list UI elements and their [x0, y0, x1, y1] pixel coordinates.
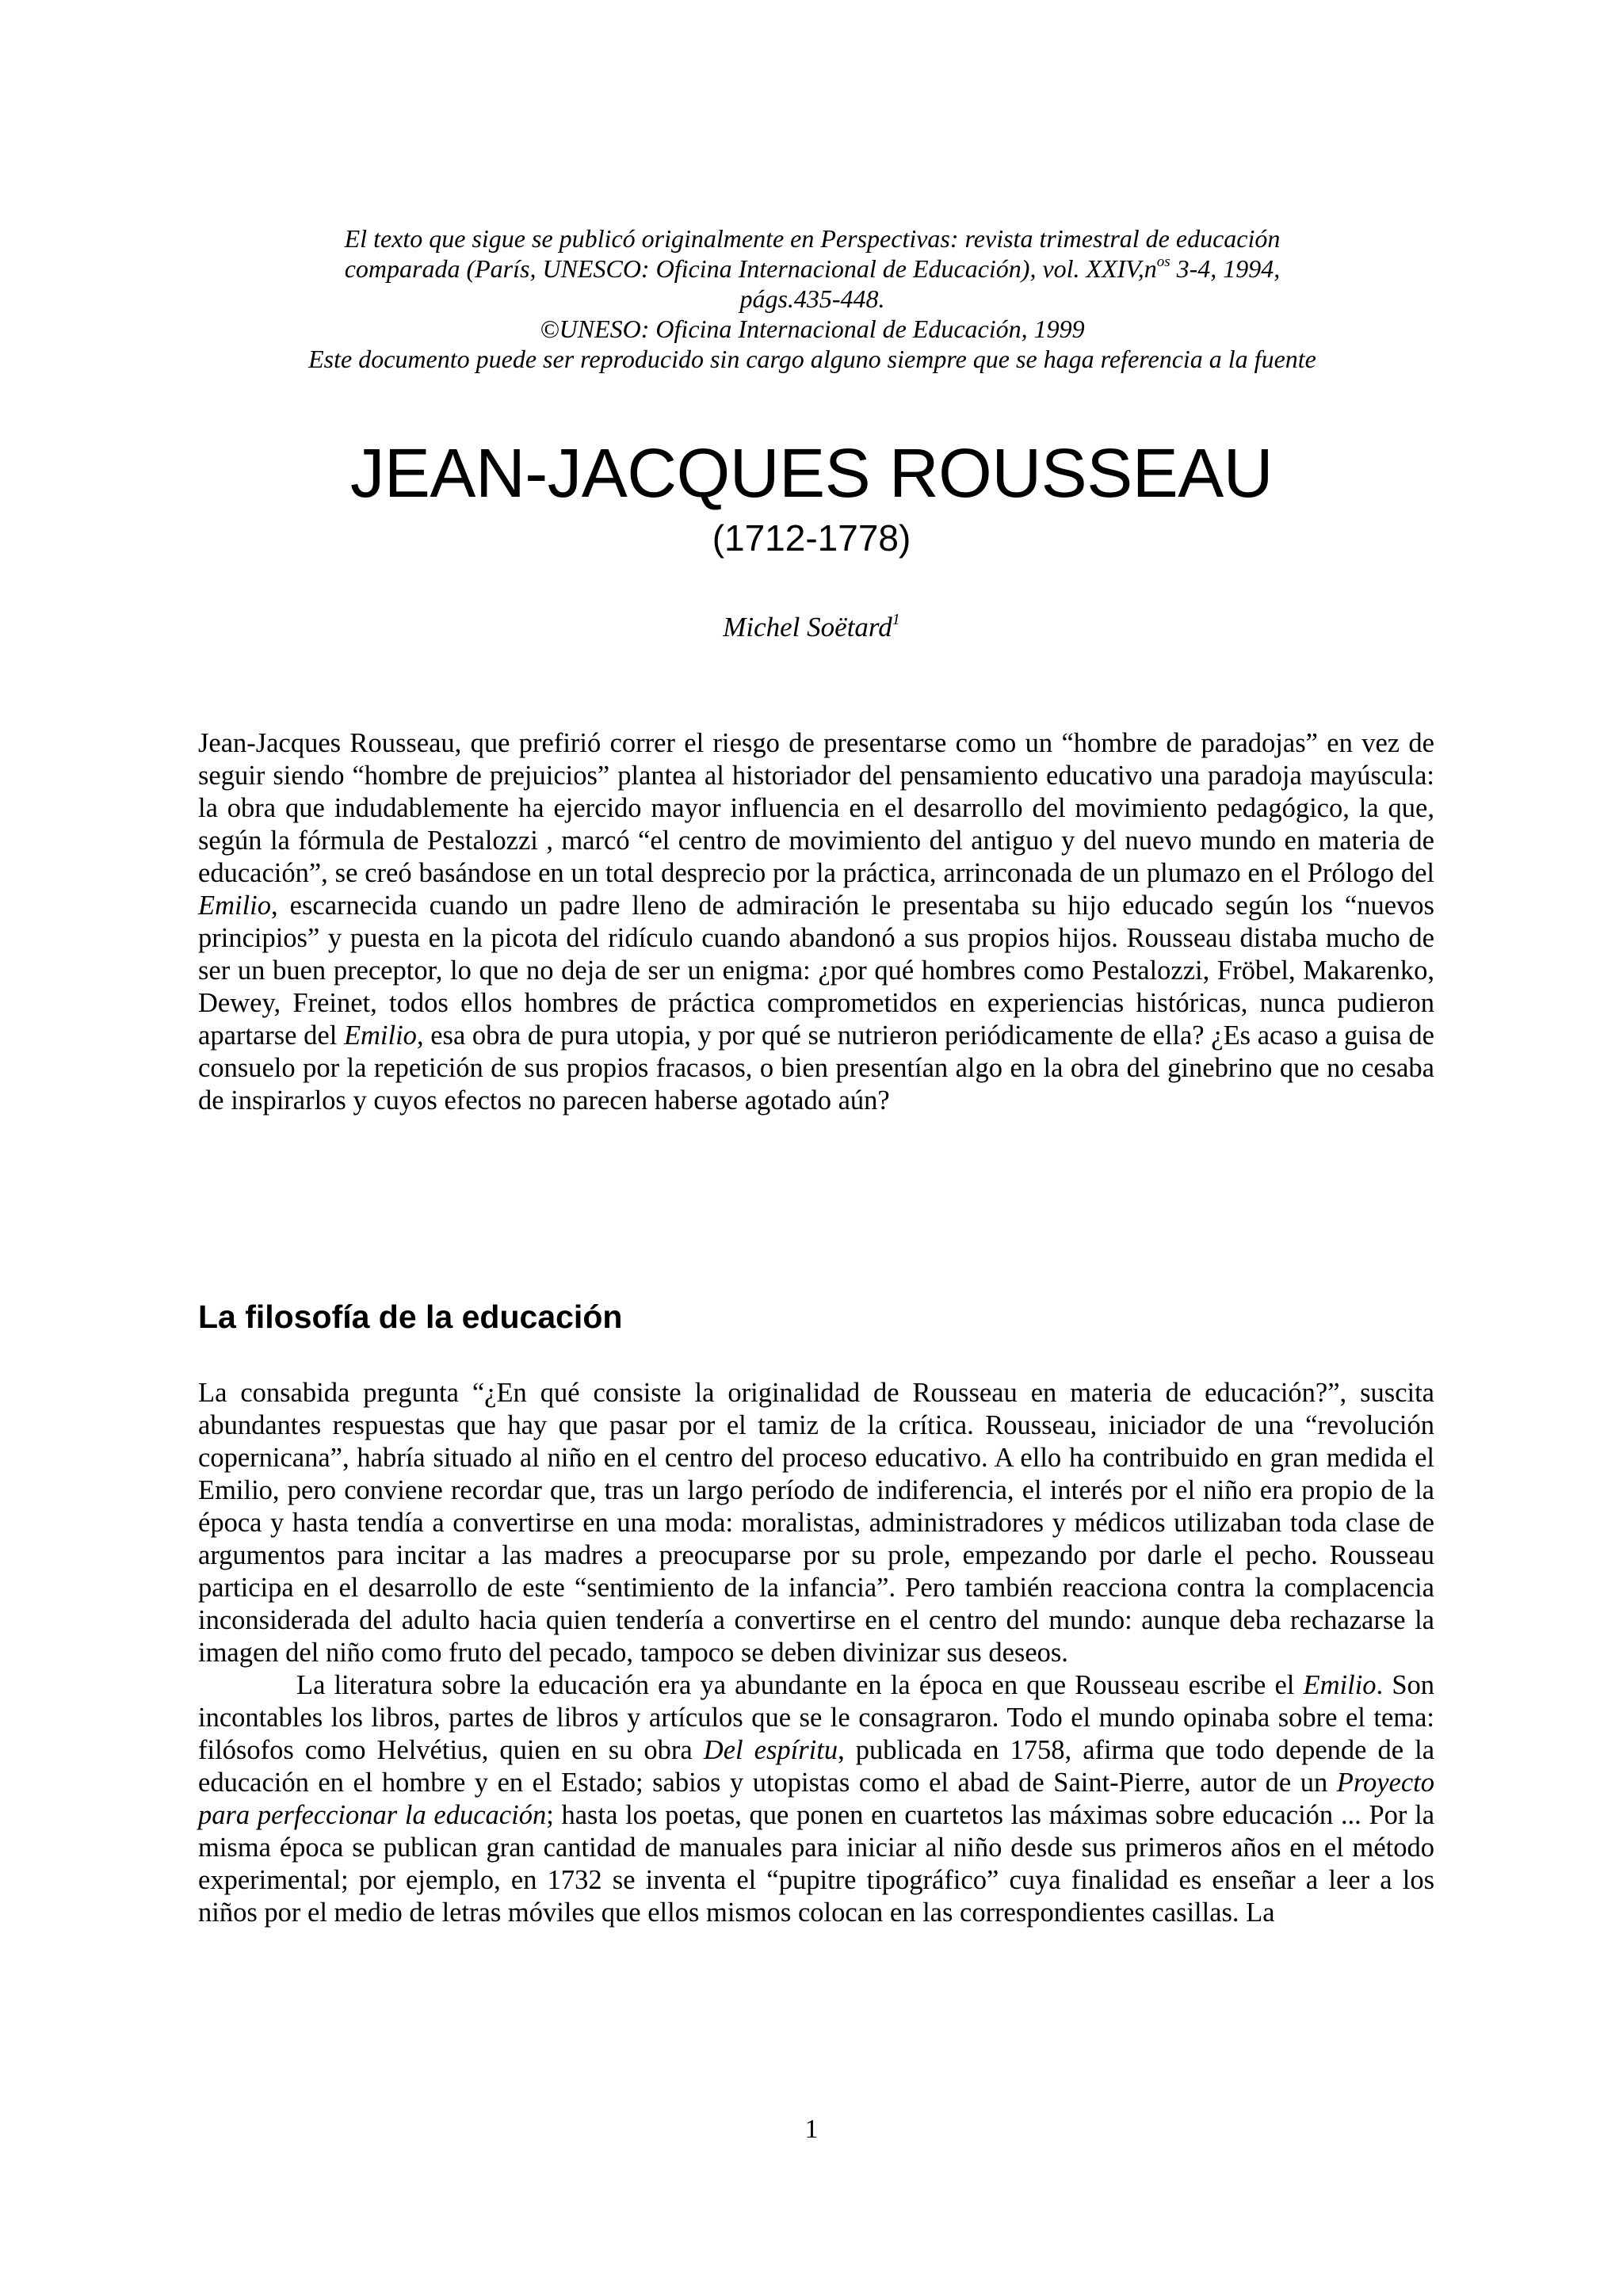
paragraph-text: . Son incontables los libros, partes de libros y artículos que se le consagraron. Todo el mundo opinaba sobre el tema: filósofos como Helvétius, quien en su obra	[198, 1670, 1435, 1765]
page-number: 1	[804, 2115, 819, 2144]
section-body	[198, 1377, 1434, 1929]
section-heading: La filosofía de la educación	[198, 1299, 623, 1335]
book-title: Emilio	[343, 1020, 417, 1051]
paragraph-text: La literatura sobre la educación era ya abundante en la época en que Rousseau escribe el	[296, 1670, 1304, 1700]
footnote-mark: 1	[892, 611, 900, 628]
paragraph-text: Jean-Jacques Rousseau, que prefirió correr el riesgo de presentarse como un “hombre de paradojas” en vez de seguir siendo “hombre de prejuicios” plantea al historiador del pensamiento educativo una paradoja mayúscula: la obra que indudablemente ha ejercido mayor influencia en el desarrollo del movimiento pedagógico, la que, según la fórmula de Pestalozzi , marcó “el centro de movimiento del antiguo y del nuevo mundo en materia de educación”, se creó basándose en un total desprecio por la práctica, arrinconada de un plumazo en el Prólogo del	[198, 728, 1434, 888]
copyright-line: ©UNESO: Oficina Internacional de Educación, 1999	[540, 315, 1085, 343]
notice-superscript: os	[1156, 254, 1170, 270]
book-title: Proyecto para perfeccionar la educación	[198, 1768, 1434, 1830]
section-paragraph: La consabida pregunta “¿En qué consiste la originalidad de Rousseau en materia de educación?”, suscita abundantes respuestas que hay que pasar por el tamiz de la crítica. Rousseau, iniciador de una “revolución copernicana”, habría situado al niño en el centro del proceso educativo. A ello ha contribuido en gran medida el Emilio, pero conviene recordar que, tras un largo período de indiferencia, el interés por el niño era propio de la época y hasta tendía a convertirse en una moda: moralistas, administradores y médicos utilizaban toda clase de argumentos para incitar a las madres a preocuparse por su prole, empezando por darle el pecho. Rousseau participa en el desarrollo de este “sentimiento de la infancia”. Pero también reacciona contra la complacencia inconsiderada del adulto hacia quien tendería a convertirse en el centro del mundo: aunque deba rechazarse la imagen del niño como fruto del pecado, tampoco se deben divinizar sus deseos.	[198, 1378, 1434, 1668]
life-dates: (1712-1778)	[712, 517, 911, 559]
notice-text: 3-4, 1994,	[1170, 254, 1281, 283]
book-title: Emilio	[1303, 1670, 1377, 1700]
section-paragraph	[198, 1669, 1434, 1929]
paragraph-text: ; hasta los poetas, que ponen en cuartetos las máximas sobre educación ... Por la misma época se publican gran cantidad de manuales para iniciar al niño desde sus primeros años en el método experimental; por ejemplo, en 1732 se inventa el “pupitre tipográfico” cuya finalidad es enseñar a leer a los niños por el medio de letras móviles que ellos mismos colocan en las correspondientes casillas. La	[198, 1800, 1435, 1928]
paragraph-text: , esa obra de pura utopia, y por qué se nutrieron periódicamente de ella? ¿Es acaso a guisa de consuelo por la repetición de sus propios fracasos, o bien presentían algo en la obra del ginebrino que no cesaba de inspirarlos y cuyos efectos no parecen haberse agotado aún?	[198, 1020, 1434, 1116]
notice-line: págs.435-448.	[739, 284, 885, 313]
publication-notice	[190, 223, 1434, 374]
notice-line: El texto que sigue se publicó originalmente en Perspectivas: revista trimestral de educación	[344, 224, 1281, 253]
notice-line	[190, 254, 1434, 284]
paragraph-text: , escarnecida cuando un padre lleno de admiración le presentaba su hijo educado según los “nuevos principios” y puesta en la picota del ridículo cuando abandonó a sus propios hijos. Rousseau distaba mucho de ser un buen preceptor, lo que no deja de ser un enigma: ¿por qué hombres como Pestalozzi, Fröbel, Makarenko, Dewey, Freinet, todos ellos hombres de práctica comprometidos en experiencias históricas, nunca pudieron apartarse del	[198, 891, 1434, 1051]
reproduction-line: Este documento puede ser reproducido sin cargo alguno siempre que se haga referencia a la fuente	[308, 345, 1316, 373]
document-title: JEAN-JACQUES ROUSSEAU	[349, 435, 1274, 512]
author-name: Michel Soëtard	[723, 612, 892, 643]
book-title: Del espíritu	[703, 1735, 838, 1765]
notice-text: comparada (París, UNESCO: Oficina Internacional de Educación), vol. XXIV,n	[344, 254, 1157, 283]
paragraph-text: , publicada en 1758, afirma que todo depende de la educación en el hombre y en el Estado; sabios y utopistas como el abad de Saint-Pierre, autor de un	[198, 1735, 1435, 1798]
author-line	[0, 610, 1623, 645]
intro-paragraph	[198, 727, 1434, 1117]
book-title: Emilio	[198, 891, 271, 921]
